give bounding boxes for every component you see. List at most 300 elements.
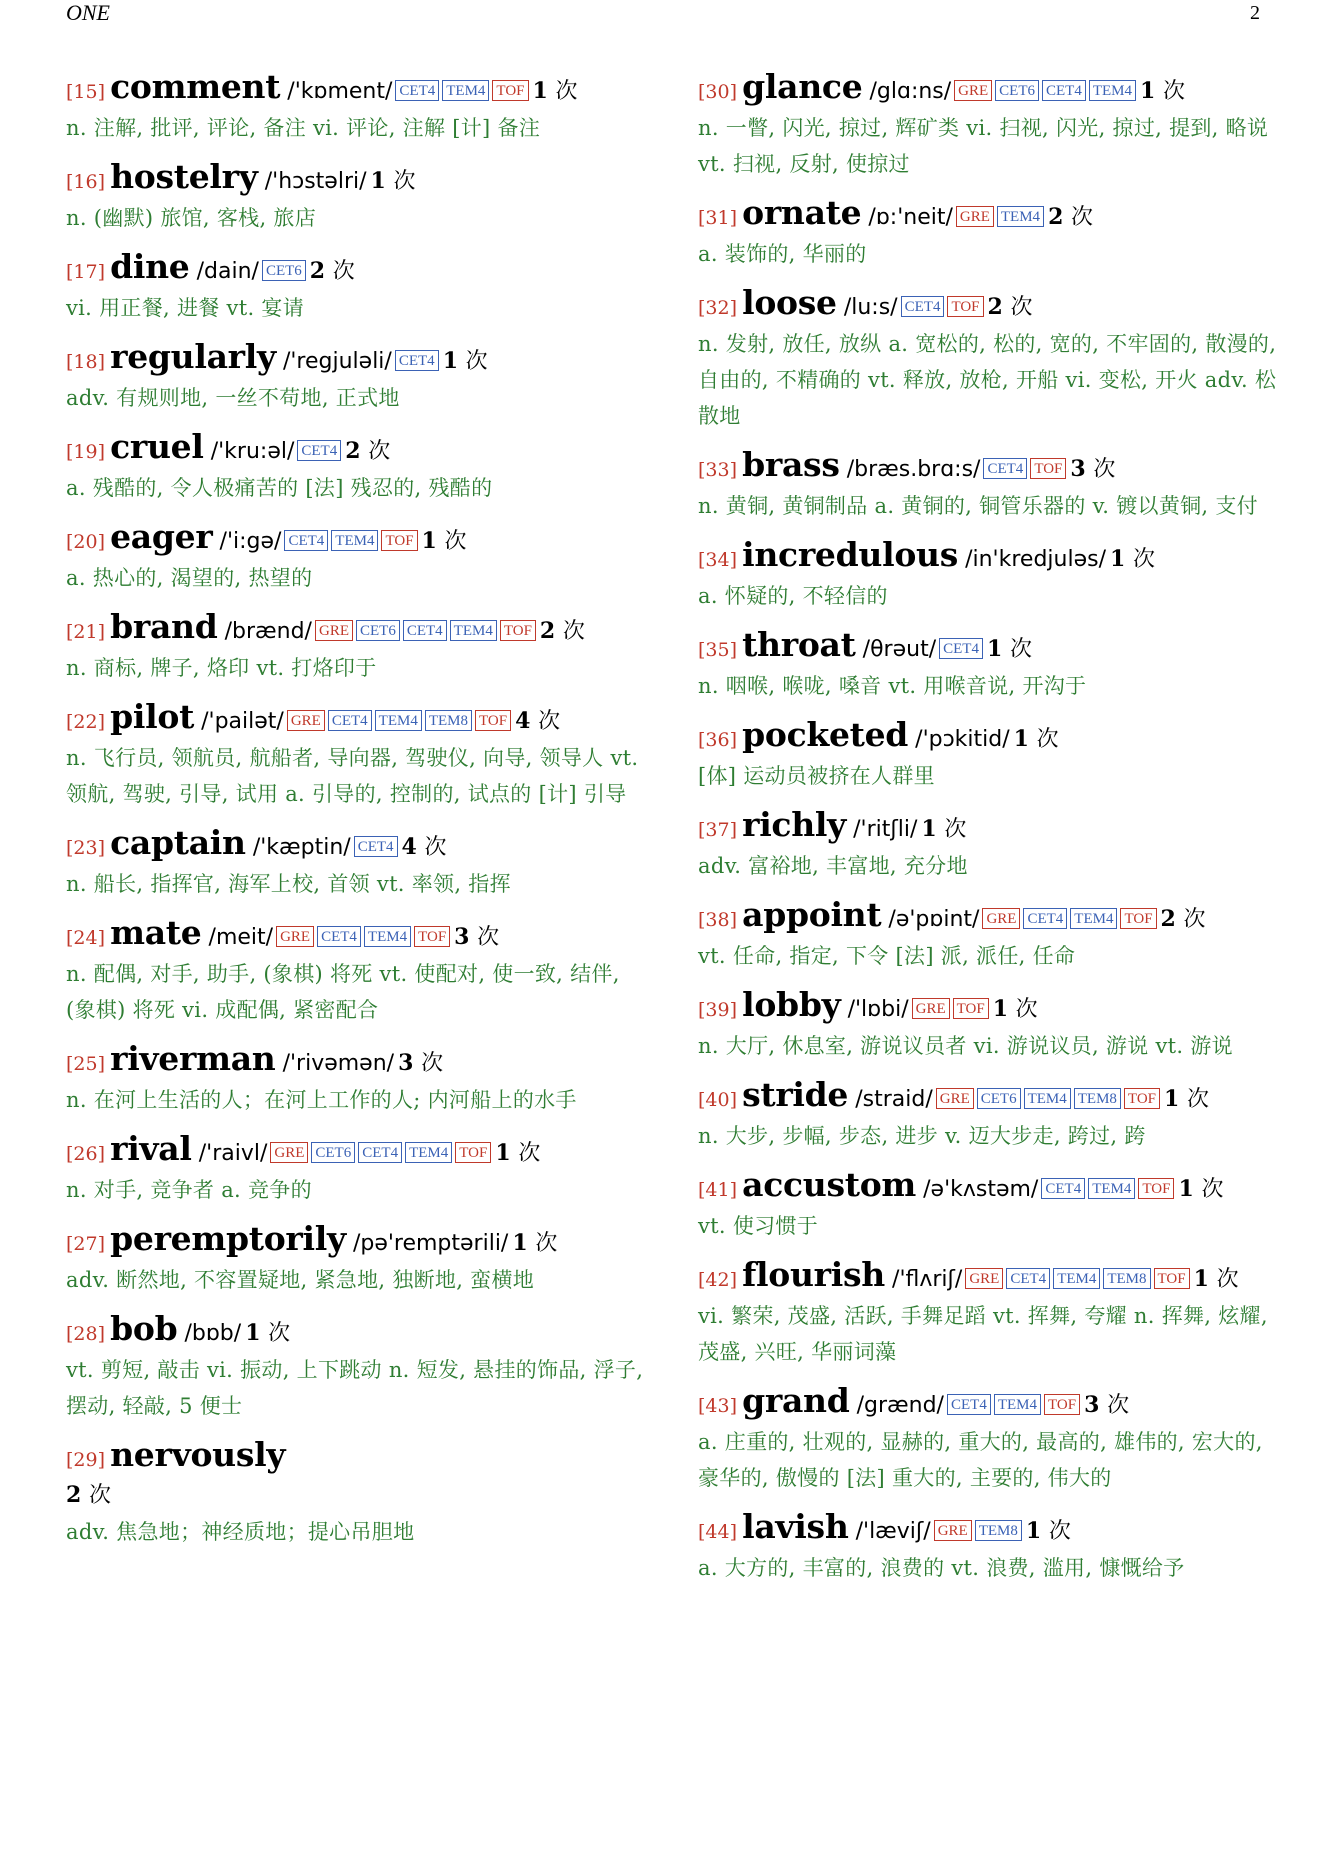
- exam-tag-gre: GRE: [956, 206, 994, 227]
- count-number: 1: [1193, 1266, 1209, 1292]
- exam-tag-cet4: CET4: [403, 620, 447, 641]
- entry-number: [31]: [698, 207, 738, 229]
- definition: vt. 使习惯于: [698, 1214, 819, 1238]
- entry-number: [15]: [66, 81, 106, 103]
- headword-line: [698, 445, 1278, 488]
- count-unit: 次: [1093, 457, 1116, 482]
- dictionary-entry: [66, 1435, 646, 1550]
- dictionary-entry: [698, 985, 1278, 1064]
- definition: n. 大厅, 休息室, 游说议员者 vi. 游说议员, 游说 vt. 游说: [698, 1034, 1233, 1058]
- occurrence-count: [1194, 1266, 1239, 1292]
- phonetic: /pə'remptərili/: [352, 1231, 509, 1256]
- count-unit: 次: [393, 169, 416, 194]
- occurrence-count: [993, 996, 1038, 1022]
- phonetic: /ə'pɒint/: [888, 907, 980, 932]
- headword-line: [66, 247, 646, 290]
- definition: n. (幽默) 旅馆, 客栈, 旅店: [66, 206, 317, 230]
- count-number: 3: [454, 924, 470, 950]
- exam-tag-tof: TOF: [1044, 1394, 1080, 1415]
- headword: brand: [110, 607, 218, 646]
- headword: grand: [742, 1381, 850, 1420]
- headword-line: [698, 1165, 1278, 1208]
- entry-number: [26]: [66, 1143, 106, 1165]
- phonetic: /straid/: [855, 1087, 933, 1112]
- count-number: 4: [401, 834, 417, 860]
- occurrence-count: [310, 258, 355, 284]
- headword: riverman: [110, 1039, 276, 1078]
- headword-line: [66, 823, 646, 866]
- count-number: 1: [986, 636, 1003, 662]
- phonetic: /grænd/: [856, 1393, 944, 1418]
- phonetic: /dain/: [196, 259, 259, 284]
- headword: incredulous: [742, 535, 958, 574]
- dictionary-entry: [698, 1165, 1278, 1244]
- headword-line: [698, 805, 1278, 848]
- exam-tag-cet4: CET4: [1006, 1268, 1050, 1289]
- count-unit: 次: [1048, 1519, 1071, 1544]
- definition: adv. 富裕地, 丰富地, 充分地: [698, 854, 968, 878]
- occurrence-count: [402, 834, 447, 860]
- dictionary-entry: [698, 1075, 1278, 1154]
- phonetic: /'rivəmən/: [282, 1051, 395, 1076]
- exam-tag-cet4: CET4: [395, 350, 439, 371]
- entry-number: [40]: [698, 1089, 738, 1111]
- exam-tag-tem4: TEM4: [1024, 1088, 1071, 1109]
- count-unit: 次: [1071, 205, 1094, 230]
- count-unit: 次: [535, 1231, 558, 1256]
- definition: n. 一瞥, 闪光, 掠过, 辉矿类 vi. 扫视, 闪光, 掠过, 提到, 略说 vt. 扫视, 反射, 使掠过: [698, 116, 1269, 176]
- phonetic: /glɑ:ns/: [869, 79, 952, 104]
- exam-tag-tem4: TEM4: [1070, 908, 1117, 929]
- headword-line: [66, 1129, 646, 1172]
- exam-tag-gre: GRE: [982, 908, 1020, 929]
- phonetic: /'ritʃli/: [853, 817, 918, 842]
- count-number: 1: [992, 996, 1008, 1022]
- dictionary-entry: [66, 427, 646, 506]
- dictionary-entry: [66, 247, 646, 326]
- definition: adv. 有规则地, 一丝不苟地, 正式地: [66, 386, 400, 410]
- headword: eager: [110, 517, 213, 556]
- dictionary-entry: [66, 1309, 646, 1424]
- headword-line: [66, 697, 646, 740]
- entry-number: [44]: [698, 1521, 738, 1543]
- exam-tag-gre: GRE: [936, 1088, 974, 1109]
- count-number: 1: [442, 348, 458, 374]
- occurrence-count: [533, 78, 578, 104]
- dictionary-entry: [698, 1255, 1278, 1370]
- count-number: 2: [309, 258, 326, 284]
- entry-number: [34]: [698, 549, 738, 571]
- exam-tag-tof: TOF: [500, 620, 536, 641]
- exam-tag-cet6: CET6: [356, 620, 400, 641]
- count-unit: 次: [1132, 547, 1155, 572]
- entry-number: [28]: [66, 1323, 106, 1345]
- count-number: 2: [539, 618, 556, 644]
- dictionary-entry: [698, 67, 1278, 182]
- count-number: 1: [370, 168, 386, 194]
- definition: n. 咽喉, 喉咙, 嗓音 vt. 用喉音说, 开沟于: [698, 674, 1087, 698]
- headword: ornate: [742, 193, 862, 232]
- exam-tag-tem4: TEM4: [994, 1394, 1041, 1415]
- definition: a. 装饰的, 华丽的: [698, 242, 867, 266]
- phonetic: /'regjuləli/: [282, 349, 392, 374]
- exam-tag-tem8: TEM8: [975, 1520, 1022, 1541]
- exam-tag-tof: TOF: [475, 710, 511, 731]
- headword: accustom: [742, 1165, 917, 1204]
- definition: n. 大步, 步幅, 步态, 进步 v. 迈大步走, 跨过, 跨: [698, 1124, 1146, 1148]
- definition: n. 飞行员, 领航员, 航船者, 导向器, 驾驶仪, 向导, 领导人 vt. 领航, 驾驶, 引导, 试用 a. 引导的, 控制的, 试点的 [计] 引导: [66, 746, 639, 806]
- headword-line: [66, 67, 646, 110]
- headword-line: [698, 1075, 1278, 1118]
- count-number: 1: [1164, 1086, 1180, 1112]
- definition: vt. 任命, 指定, 下令 [法] 派, 派任, 任命: [698, 944, 1076, 968]
- dictionary-entry: [698, 283, 1278, 434]
- exam-tag-gre: GRE: [965, 1268, 1003, 1289]
- occurrence-count: [66, 1482, 111, 1508]
- phonetic: /'pɔkitid/: [915, 727, 1010, 752]
- phonetic: /'pailət/: [201, 709, 284, 734]
- headword-line: [66, 157, 646, 200]
- entry-number: [24]: [66, 927, 106, 949]
- definition: vi. 用正餐, 进餐 vt. 宴请: [66, 296, 305, 320]
- exam-tag-tof: TOF: [381, 530, 417, 551]
- exam-tag-tof: TOF: [414, 926, 450, 947]
- count-unit: 次: [88, 1483, 111, 1508]
- entry-number: [20]: [66, 531, 106, 553]
- count-unit: 次: [444, 529, 467, 554]
- headword: regularly: [110, 337, 276, 376]
- headword: lobby: [742, 985, 841, 1024]
- dictionary-entry: [66, 337, 646, 416]
- exam-tag-tof: TOF: [1124, 1088, 1160, 1109]
- exam-tag-cet4: CET4: [1042, 80, 1086, 101]
- exam-tag-cet4: CET4: [395, 80, 439, 101]
- count-number: 1: [1140, 78, 1156, 104]
- phonetic: /lu:s/: [843, 295, 898, 320]
- count-unit: 次: [562, 619, 585, 644]
- occurrence-count: [921, 816, 966, 842]
- occurrence-count: [515, 708, 560, 734]
- definition: a. 大方的, 丰富的, 浪费的 vt. 浪费, 滥用, 慷慨给予: [698, 1556, 1185, 1580]
- dictionary-entry: [698, 1507, 1278, 1586]
- exam-tag-gre: GRE: [315, 620, 353, 641]
- dictionary-entry: [66, 697, 646, 812]
- occurrence-count: [345, 438, 390, 464]
- exam-tag-tof: TOF: [1030, 458, 1066, 479]
- definition: n. 配偶, 对手, 助手, (象棋) 将死 vt. 使配对, 使一致, 结伴, (象棋) 将死 vi. 成配偶, 紧密配合: [66, 962, 620, 1022]
- headword: stride: [742, 1075, 849, 1114]
- entry-number: [38]: [698, 909, 738, 931]
- phonetic: /'flʌriʃ/: [892, 1267, 963, 1292]
- headword-line: [66, 1219, 646, 1262]
- dictionary-entry: [66, 157, 646, 236]
- exam-tag-tem4: TEM4: [331, 530, 378, 551]
- exam-tag-tem4: TEM4: [375, 710, 422, 731]
- dictionary-entry: [698, 895, 1278, 974]
- headword-line: [66, 1309, 646, 1352]
- exam-tag-tem4: TEM4: [1053, 1268, 1100, 1289]
- exam-tag-cet4: CET4: [328, 710, 372, 731]
- occurrence-count: [1048, 204, 1093, 230]
- occurrence-count: [371, 168, 416, 194]
- entry-number: [33]: [698, 459, 738, 481]
- count-unit: 次: [555, 79, 578, 104]
- count-number: 3: [398, 1050, 414, 1076]
- headword-line: [698, 895, 1278, 938]
- dictionary-entry: [66, 67, 646, 146]
- exam-tag-cet4: CET4: [901, 296, 945, 317]
- phonetic: /'raivl/: [198, 1141, 268, 1166]
- entry-number: [30]: [698, 81, 738, 103]
- count-unit: 次: [1010, 295, 1033, 320]
- occurrence-count: [245, 1320, 290, 1346]
- exam-tag-gre: GRE: [934, 1520, 972, 1541]
- dictionary-entry: [66, 913, 646, 1028]
- entry-number: [39]: [698, 999, 738, 1021]
- definition: a. 热心的, 渴望的, 热望的: [66, 566, 313, 590]
- phonetic: /bræs.brɑ:s/: [846, 457, 981, 482]
- running-header-title: ONE: [66, 0, 110, 25]
- definition: n. 发射, 放任, 放纵 a. 宽松的, 松的, 宽的, 不牢固的, 散漫的, 自由的, 不精确的 vt. 释放, 放枪, 开船 vi. 变松, 开火 adv. 松散地: [698, 332, 1277, 428]
- count-unit: 次: [518, 1141, 541, 1166]
- occurrence-count: [1140, 78, 1185, 104]
- count-unit: 次: [1107, 1393, 1130, 1418]
- count-unit: 次: [1216, 1267, 1239, 1292]
- headword: bob: [110, 1309, 178, 1348]
- phonetic: /'hɔstəlri/: [264, 169, 367, 194]
- count-number: 3: [1070, 456, 1086, 482]
- exam-tag-gre: GRE: [270, 1142, 308, 1163]
- count-number: 1: [495, 1140, 511, 1166]
- exam-tag-tem4: TEM4: [405, 1142, 452, 1163]
- headword: mate: [110, 913, 202, 952]
- occurrence-count: [540, 618, 585, 644]
- count-unit: 次: [1009, 637, 1032, 662]
- headword-line: [66, 427, 646, 470]
- headword: brass: [742, 445, 840, 484]
- exam-tag-cet4: CET4: [354, 836, 398, 857]
- headword: flourish: [742, 1255, 885, 1294]
- exam-tag-tem8: TEM8: [1103, 1268, 1150, 1289]
- phonetic: /brænd/: [224, 619, 312, 644]
- dictionary-entry: [698, 1381, 1278, 1496]
- occurrence-count: [1161, 906, 1206, 932]
- count-number: 2: [987, 294, 1003, 320]
- count-number: 1: [1178, 1176, 1194, 1202]
- exam-tag-cet4: CET4: [983, 458, 1027, 479]
- headword: nervously: [110, 1435, 286, 1474]
- headword: loose: [742, 283, 837, 322]
- headword: comment: [110, 67, 281, 106]
- count-number: 1: [1013, 726, 1029, 752]
- headword: pocketed: [742, 715, 909, 754]
- phonetic: /'i:gə/: [219, 529, 282, 554]
- left-column: [66, 67, 646, 1550]
- dictionary-entry: [66, 1039, 646, 1118]
- count-unit: 次: [332, 259, 355, 284]
- count-number: 2: [66, 1482, 82, 1508]
- exam-tag-tof: TOF: [455, 1142, 491, 1163]
- occurrence-count: [512, 1230, 557, 1256]
- exam-tag-cet4: CET4: [358, 1142, 402, 1163]
- count-unit: 次: [477, 925, 500, 950]
- definition: a. 庄重的, 壮观的, 显赫的, 重大的, 最高的, 雄伟的, 宏大的, 豪华的, 傲慢的 [法] 重大的, 主要的, 伟大的: [698, 1430, 1263, 1490]
- occurrence-count: [443, 348, 488, 374]
- definition: vi. 繁荣, 茂盛, 活跃, 手舞足蹈 vt. 挥舞, 夸耀 n. 挥舞, 炫耀, 茂盛, 兴旺, 华丽词藻: [698, 1304, 1268, 1364]
- count-unit: 次: [944, 817, 967, 842]
- exam-tag-gre: GRE: [276, 926, 314, 947]
- entry-number: [25]: [66, 1053, 106, 1075]
- occurrence-count: [1110, 546, 1155, 572]
- headword: peremptorily: [110, 1219, 346, 1258]
- entry-number: [19]: [66, 441, 106, 463]
- phonetic: /'læviʃ/: [855, 1519, 931, 1544]
- exam-tag-tof: TOF: [947, 296, 983, 317]
- exam-tag-tem4: TEM4: [442, 80, 489, 101]
- headword-line: [698, 193, 1278, 236]
- headword: throat: [742, 625, 856, 664]
- occurrence-count: [988, 294, 1033, 320]
- dictionary-entry: [698, 715, 1278, 794]
- definition: a. 怀疑的, 不轻信的: [698, 584, 888, 608]
- entry-number: [43]: [698, 1395, 738, 1417]
- headword-line: [66, 913, 646, 956]
- exam-tag-gre: GRE: [912, 998, 950, 1019]
- count-number: 1: [512, 1230, 528, 1256]
- entry-number: [23]: [66, 837, 106, 859]
- exam-tag-cet6: CET6: [977, 1088, 1021, 1109]
- exam-tag-cet4: CET4: [297, 440, 341, 461]
- count-number: 1: [921, 816, 937, 842]
- headword-line: [698, 625, 1278, 668]
- entry-number: [29]: [66, 1449, 106, 1471]
- phonetic: /θrəut/: [862, 637, 937, 662]
- dictionary-entry: [66, 517, 646, 596]
- headword: appoint: [742, 895, 882, 934]
- definition: [体] 运动员被挤在人群里: [698, 764, 935, 788]
- count-unit: 次: [1183, 907, 1206, 932]
- headword-line: [698, 1507, 1278, 1550]
- count-number: 3: [1084, 1392, 1100, 1418]
- count-line: [66, 1478, 646, 1514]
- exam-tag-tem8: TEM8: [1074, 1088, 1121, 1109]
- count-unit: 次: [1186, 1087, 1209, 1112]
- headword: pilot: [110, 697, 195, 736]
- exam-tag-tof: TOF: [492, 80, 528, 101]
- phonetic: /'kru:əl/: [210, 439, 295, 464]
- exam-tag-tem4: TEM4: [364, 926, 411, 947]
- count-unit: 次: [421, 1051, 444, 1076]
- headword-line: [698, 283, 1278, 326]
- headword-line: [66, 1435, 646, 1478]
- headword-line: [698, 1255, 1278, 1298]
- dictionary-entry: [698, 535, 1278, 614]
- count-unit: 次: [1015, 997, 1038, 1022]
- exam-tag-tem8: TEM8: [425, 710, 472, 731]
- exam-tag-cet4: CET4: [284, 530, 328, 551]
- occurrence-count: [454, 924, 499, 950]
- definition: adv. 焦急地；神经质地；提心吊胆地: [66, 1520, 415, 1544]
- definition: n. 商标, 牌子, 烙印 vt. 打烙印于: [66, 656, 377, 680]
- definition: a. 残酷的, 令人极痛苦的 [法] 残忍的, 残酷的: [66, 476, 493, 500]
- entry-number: [18]: [66, 351, 106, 373]
- count-unit: 次: [1201, 1177, 1224, 1202]
- count-number: 1: [421, 528, 437, 554]
- headword: rival: [110, 1129, 192, 1168]
- phonetic: /'lɒbi/: [847, 997, 909, 1022]
- dictionary-entry: [66, 1129, 646, 1208]
- count-number: 2: [345, 438, 361, 464]
- entry-number: [22]: [66, 711, 106, 733]
- entry-number: [27]: [66, 1233, 106, 1255]
- exam-tag-cet4: CET4: [1041, 1178, 1085, 1199]
- headword: dine: [110, 247, 190, 286]
- count-number: 1: [245, 1320, 261, 1346]
- exam-tag-cet4: CET4: [947, 1394, 991, 1415]
- dictionary-entry: [66, 1219, 646, 1298]
- occurrence-count: [987, 636, 1032, 662]
- definition: vt. 剪短, 敲击 vi. 振动, 上下跳动 n. 短发, 悬挂的饰品, 浮子, 摆动, 轻敲, 5 便士: [66, 1358, 644, 1418]
- definition: n. 船长, 指挥官, 海军上校, 首领 vt. 率领, 指挥: [66, 872, 511, 896]
- exam-tag-cet6: CET6: [995, 80, 1039, 101]
- headword-line: [66, 517, 646, 560]
- phonetic: /ə'kʌstəm/: [923, 1177, 1039, 1202]
- exam-tag-gre: GRE: [287, 710, 325, 731]
- definition: n. 注解, 批评, 评论, 备注 vi. 评论, 注解 [计] 备注: [66, 116, 541, 140]
- headword-line: [698, 535, 1278, 578]
- count-unit: 次: [268, 1321, 291, 1346]
- exam-tag-tof: TOF: [953, 998, 989, 1019]
- right-column: [698, 67, 1278, 1586]
- headword: glance: [742, 67, 863, 106]
- page-number: 2: [1250, 2, 1260, 24]
- dictionary-entry: [698, 445, 1278, 524]
- count-unit: 次: [1036, 727, 1059, 752]
- exam-tag-gre: GRE: [954, 80, 992, 101]
- exam-tag-tem4: TEM4: [997, 206, 1044, 227]
- occurrence-count: [1178, 1176, 1223, 1202]
- entry-number: [36]: [698, 729, 738, 751]
- phonetic: /bɒb/: [184, 1321, 242, 1346]
- headword-line: [698, 67, 1278, 110]
- headword: richly: [742, 805, 847, 844]
- count-number: 1: [1025, 1518, 1042, 1544]
- exam-tag-tem4: TEM4: [1088, 1178, 1135, 1199]
- headword-line: [66, 337, 646, 380]
- count-number: 1: [532, 78, 548, 104]
- headword-line: [66, 1039, 646, 1082]
- occurrence-count: [1014, 726, 1059, 752]
- occurrence-count: [398, 1050, 443, 1076]
- count-number: 2: [1048, 204, 1064, 230]
- occurrence-count: [495, 1140, 540, 1166]
- dictionary-entry: [698, 625, 1278, 704]
- entry-number: [16]: [66, 171, 106, 193]
- phonetic: /meit/: [208, 925, 274, 950]
- dictionary-entry: [698, 193, 1278, 272]
- entry-number: [37]: [698, 819, 738, 841]
- exam-tag-tem4: TEM4: [1089, 80, 1136, 101]
- entry-number: [17]: [66, 261, 106, 283]
- entry-number: [35]: [698, 639, 738, 661]
- headword-line: [698, 985, 1278, 1028]
- exam-tag-cet4: CET4: [1023, 908, 1067, 929]
- definition: n. 对手, 竞争者 a. 竞争的: [66, 1178, 312, 1202]
- phonetic: /'kɒment/: [287, 79, 393, 104]
- headword: hostelry: [110, 157, 258, 196]
- phonetic: /'kæptin/: [252, 835, 351, 860]
- entry-number: [42]: [698, 1269, 738, 1291]
